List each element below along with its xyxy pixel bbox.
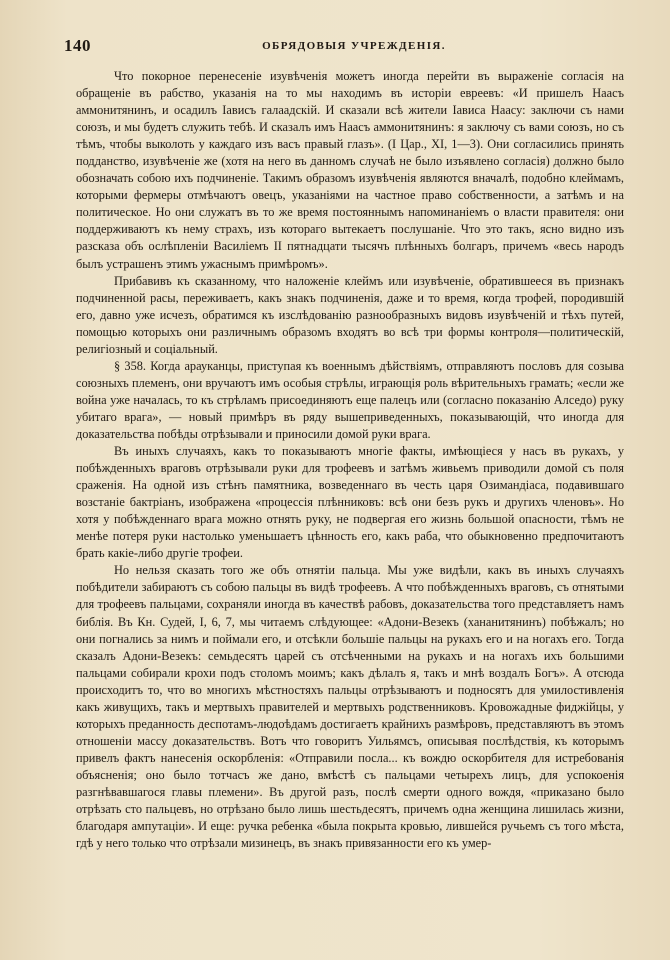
- page-header: [64, 36, 624, 58]
- paragraph: Но нельзя сказать того же объ отнятіи пальца. Мы уже видѣли, какъ въ иныхъ случаяхъ побѣдители забираютъ съ собою пальцы въ видѣ трофеевъ. А что побѣжденныхъ враговъ, съ отнятыми для трофеевъ пальцами, сохраняли иногда въ качествѣ рабовъ, доказательства того представляетъ намъ библія. Въ Кн. Судей, І, 6, 7, мы читаемъ слѣдующее: «Адони-Везекъ (хананитянинъ) побѣжалъ; но они погнались за нимъ и поймали его, и отсѣкли большіе пальцы на рукахъ его и на ногахъ его. Тогда сказалъ Адони-Везекъ: семьдесятъ царей съ отсѣченными на рукахъ и на ногахъ ихъ большими пальцами собирали крохи подъ столомъ моимъ; какъ дѣлалъ я, такъ и мнѣ воздалъ Богъ». А отсюда происходитъ то, что во многихъ мѣстностяхъ пальцы отрѣзываютъ и подносятъ для умилостивленія какъ живущихъ, такъ и мертвыхъ правителей и мертвыхъ родственниковъ. Кровожадные фиджійцы, у которыхъ преданность деспотамъ-людоѣдамъ достигаетъ крайнихъ размѣровъ, представляютъ въ этомъ отношеніи массу доказательствъ. Вотъ что говоритъ Уильямсъ, описывая послѣдствія, къ которымъ привелъ фактъ нанесенія оскорбленія: «Отправили посла... къ вождю оскорбителя для истребованія объясненія; оно было тотчасъ же дано, вмѣстѣ съ пальцами четырехъ лицъ, для успокоенія разгнѣвавшагося главы племени». Въ другой разъ, послѣ смерти одного вождя, «приказано было отрѣзать сто пальцевъ, но отрѣзано было лишь шестьдесятъ, причемъ одна женщина лишилась жизни, благодаря ампутаціи». И еще: ручка ребенка «была покрыта кровью, лившейся ручьемъ съ того мѣста, гдѣ у него только что отрѣзали мизинецъ, въ знакъ привязанности его къ умер-: [76, 563, 624, 851]
- paragraph: Что покорное перенесеніе изувѣченія можетъ иногда перейти въ выраженіе согласія на обращеніе въ рабство, указанія на то мы находимъ въ исторіи евреевъ: «И пришелъ Наасъ аммонитянинъ, и осадилъ Іависъ галаадскій. И сказали всѣ жители Іависа Наасу: заключи съ нами союзъ, и мы будетъ служить тебѣ. И сказалъ имъ Наасъ аммонитянинъ: я заключу съ вами союзъ, но съ тѣмъ, чтобы выколоть у каждаго изъ васъ правый глазъ». (І Цар., XI, 1—3). Они согласились принять подданство, изувѣченіе же (хотя на него въ данномъ случаѣ не было изъявлено согласія) должно было обозначать собою ихъ подчиненіе. Такимъ образомъ изувѣченія являются вначалѣ, подобно клеймамъ, которыми фермеры отмѣчаютъ овецъ, указаніями на частное право собственности, а затѣмъ и на политическое. Но они служатъ въ то же время постояннымъ напоминаніемъ о власти правителя: они поддерживаютъ къ нему страхъ, изъ котораго вытекаетъ послушаніе. Что это такъ, ясно видно изъ разсказа объ ослѣпленіи Василіемъ II пятнадцати тысячъ плѣнныхъ болгаръ, причемъ «весь народъ былъ устрашенъ этимъ ужаснымъ примѣромъ».: [76, 69, 624, 271]
- body-text: [76, 68, 624, 852]
- paragraph: Въ иныхъ случаяхъ, какъ то показываютъ многіе факты, имѣющіеся у насъ въ рукахъ, у побѣжденныхъ враговъ отрѣзывали руки для трофеевъ и затѣмъ живьемъ приводили домой съ поля сраженія. На одной изъ стѣнъ памятника, возведеннаго въ честь царя Озимандіаса, подавившаго возстаніе бактріанъ, изображена «процессія плѣнниковъ: всѣ они безъ рукъ и другихъ членовъ». Но хотя у побѣжденнаго врага можно отнять руку, не подвергая его жизнь большой опасности, тѣмъ не менѣе потеря руки настолько уменьшаетъ цѣнность его, какъ раба, что обыкновенно предпочитаютъ брать какіе-либо другіе трофеи.: [76, 444, 624, 561]
- running-title: ОБРЯДОВЫЯ УЧРЕЖДЕНІЯ.: [262, 40, 446, 52]
- paragraph: Прибавивъ къ сказанному, что наложеніе клеймъ или изувѣченіе, обратившееся въ признакъ подчиненной расы, переживаетъ, какъ знакъ подчиненія, даже и то время, когда трофей, породившій его, давно уже исчезъ, обратимся къ изслѣдованію разнообразныхъ видовъ изувѣченій и тѣхъ путей, помощью которыхъ они различнымъ образомъ входятъ во всѣ три формы контроля—политическій, религіозный и соціальный.: [76, 273, 624, 356]
- page-number: 140: [64, 36, 91, 55]
- paragraph: § 358. Когда арауканцы, приступая къ военнымъ дѣйствіямъ, отправляютъ пословъ для созыва союзныхъ племенъ, они вручаютъ имъ особыя стрѣлы, играющія роль вѣрительныхъ грамать; «если же война уже началась, то къ стрѣламъ присоединяютъ еще палецъ или (согласно показанію Алседо) руку убитаго врага», — новый примѣръ въ ряду вышеприведенныхъ, показывающій, что иногда для доказательства побѣды отрѣзывали и приносили домой руки врага.: [76, 358, 624, 441]
